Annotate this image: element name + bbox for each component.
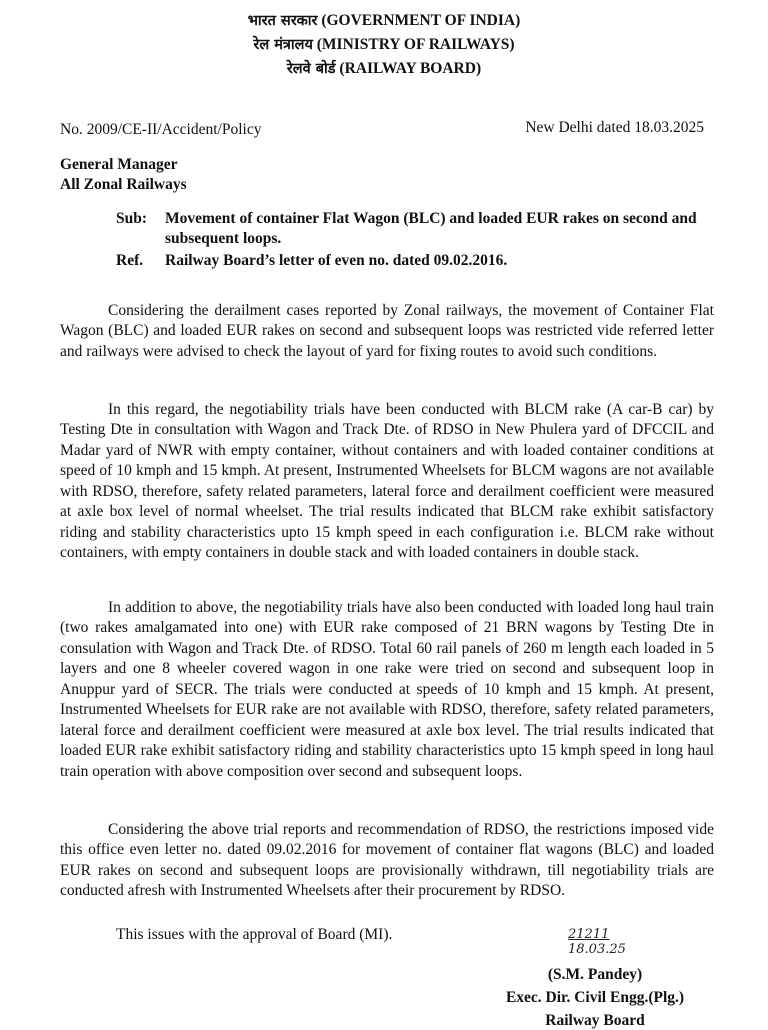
header-ministry-hindi: रेल मंत्रालय — [253, 37, 313, 53]
signature-date: 18.03.25 — [568, 942, 626, 957]
subject-label: Sub: — [116, 210, 148, 227]
addressee-org: All Zonal Railways — [60, 176, 187, 193]
signature-initials: 21211 — [568, 927, 610, 942]
header-government-hindi: भारत सरकार — [247, 13, 318, 29]
signer-name: (S.M. Pandey) — [547, 966, 643, 983]
signer-designation: Exec. Dir. Civil Engg.(Plg.) — [505, 989, 685, 1006]
subject-text: Movement of container Flat Wagon (BLC) and loaded EUR rakes on second and subsequent loops. — [165, 210, 697, 247]
body-paragraph-2: In this regard, the negotiability trials have been conducted with BLCM rake (A car-B car) by Testing Dte in consultation with Wagon and Track Dte. of RDSO in New Phulera yard of DFCCIL and Madar yard of NWR with empty container, without containers and with loaded container conditions at speed of 10 kmph and 15 kmph. At present, Instrumented Wheelsets for BLCM wagons are not available with RDSO, therefore, safety related parameters, lateral force and derailment coefficient were measured at axle box level of normal wheelset. The trial results indicated that BLCM rake exhibit satisfactory riding and stability characteristics upto 15 kmph speed in each configuration i.e. BLCM rake without containers, with empty containers in double stack and with loaded containers in double stack. — [60, 400, 714, 561]
subject-block — [116, 209, 716, 273]
handwritten-signature — [568, 927, 626, 957]
reference-text: Railway Board’s letter of even no. dated 09.02.2016. — [165, 252, 508, 269]
header-government — [0, 10, 768, 32]
body-paragraph-4: Considering the above trial reports and recommendation of RDSO, the restrictions imposed vide this office even letter no. dated 09.02.2016 for movement of container flat wagons (BLC) and loaded EUR rakes on second and subsequent loops are provisionally withdrawn, till negotiability trials are conducted afresh with Instrumented Wheelsets after their procurement by RDSO. — [60, 820, 714, 899]
letter-place-date: New Delhi dated 18.03.2025 — [525, 119, 704, 136]
header-government-english: (GOVERNMENT OF INDIA) — [321, 12, 521, 29]
letter-reference-number: No. 2009/CE-II/Accident/Policy — [60, 121, 262, 138]
signer-office: Railway Board — [545, 1012, 645, 1029]
header-ministry-english: (MINISTRY OF RAILWAYS) — [316, 36, 515, 53]
header-board-hindi: रेलवे बोर्ड — [286, 61, 336, 77]
reference-label: Ref. — [116, 252, 144, 269]
header-board — [0, 58, 768, 80]
header-board-english: (RAILWAY BOARD) — [339, 60, 482, 77]
body-paragraph-1: Considering the derailment cases reported by Zonal railways, the movement of Container Flat Wagon (BLC) and loaded EUR rakes on second and subsequent loops was restricted vide referred letter and railways were advised to check the layout of yard for fixing routes to avoid such conditions. — [60, 301, 714, 360]
reference-row — [116, 251, 716, 271]
header-ministry — [0, 34, 768, 56]
body-paragraph-3: In addition to above, the negotiability trials have also been conducted with loaded long haul train (two rakes amalgamated into one) with EUR rake composed of 21 BRN wagons by Testing Dte in consulation with Wagon and Track Dte. of RDSO. Total 60 rail panels of 260 m length each loaded in 5 layers and one 8 wheeler covered wagon in one rake were tried on second and subsequent loop in Anuppur yard of SECR. The trials were conducted at speeds of 10 kmph and 15 kmph. At present, Instrumented Wheelsets for EUR rake are not available with RDSO, therefore, safety related parameters, lateral force and derailment coefficient were measured at axle box level. The trial results indicated that loaded EUR rake exhibit satisfactory riding and stability characteristics upto 15 kmph speed in long haul train operation with above composition over second and subsequent loops. — [60, 598, 714, 780]
addressee-title: General Manager — [60, 156, 178, 173]
subject-row — [116, 209, 716, 249]
approval-note: This issues with the approval of Board (MI). — [116, 926, 393, 943]
